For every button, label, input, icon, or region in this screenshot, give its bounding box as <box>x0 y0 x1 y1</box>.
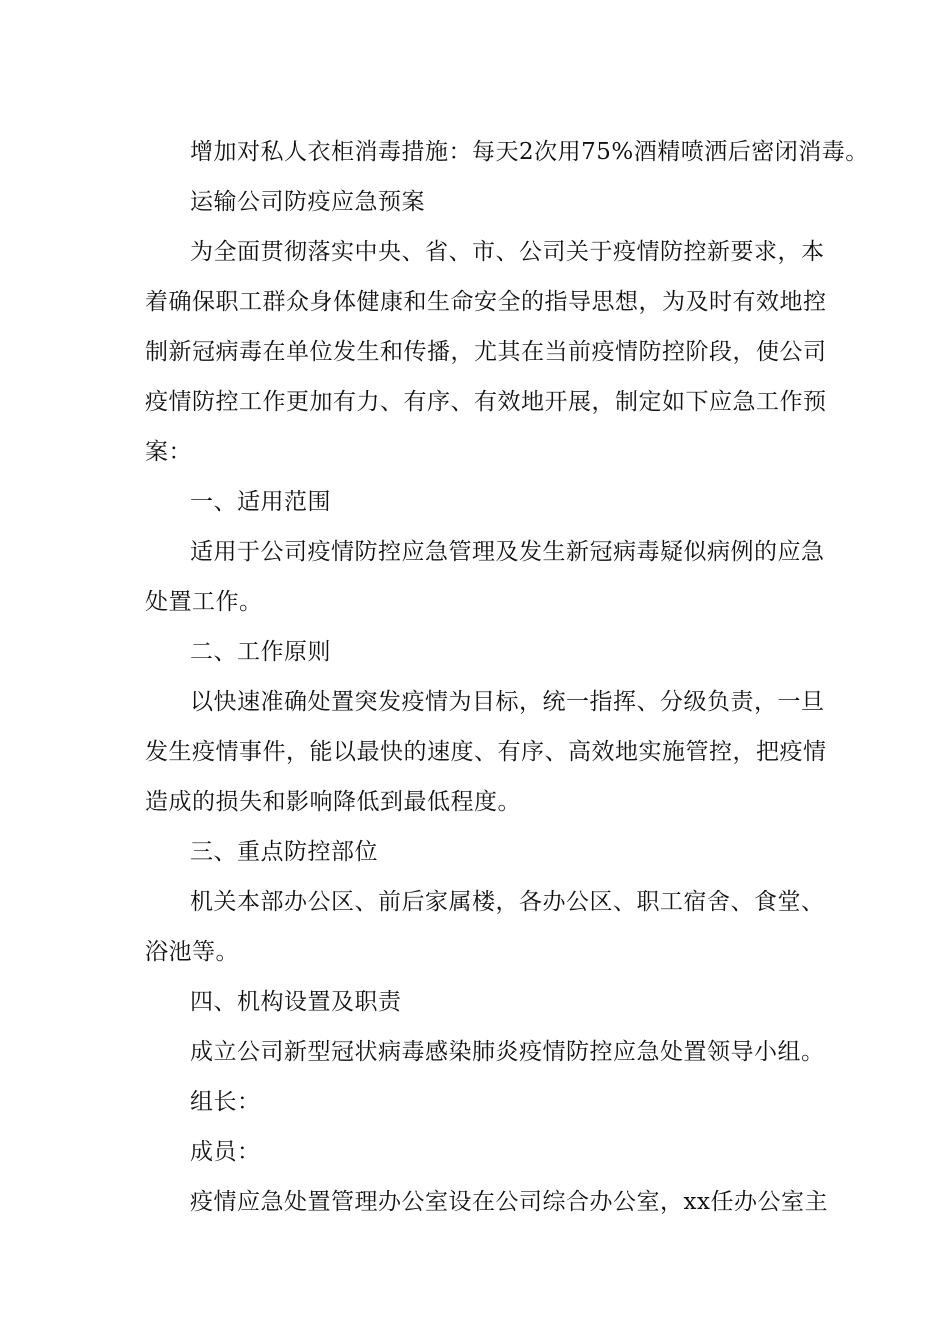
paragraph-line: 造成的损失和影响降低到最低程度。 <box>145 789 521 815</box>
paragraph-line: 浴池等。 <box>145 939 239 965</box>
paragraph-line: 成员： <box>190 1139 261 1165</box>
paragraph-line: 疫情防控工作更加有力、有序、有效地开展，制定如下应急工作预 <box>145 389 827 415</box>
section-title: 运输公司防疫应急预案 <box>190 189 425 215</box>
section-heading: 三、重点防控部位 <box>190 839 378 865</box>
paragraph-line: 着确保职工群众身体健康和生命安全的指导思想，为及时有效地控 <box>145 289 827 315</box>
paragraph-line: 成立公司新型冠状病毒感染肺炎疫情防控应急处置领导小组。 <box>190 1039 825 1065</box>
paragraph-line: 增加对私人衣柜消毒措施：每天2次用75%酒精喷洒后密闭消毒。 <box>190 139 869 165</box>
paragraph-line: 处置工作。 <box>145 589 263 615</box>
section-heading: 二、工作原则 <box>190 639 331 665</box>
section-heading: 四、机构设置及职责 <box>190 989 402 1015</box>
paragraph-line: 以快速准确处置突发疫情为目标，统一指挥、分级负责，一旦 <box>190 689 825 715</box>
paragraph-line: 机关本部办公区、前后家属楼，各办公区、职工宿舍、食堂、 <box>190 889 825 915</box>
paragraph-line: 案： <box>145 439 192 465</box>
paragraph-line: 疫情应急处置管理办公室设在公司综合办公室，xx任办公室主 <box>190 1189 828 1215</box>
paragraph-line: 组长： <box>190 1089 261 1115</box>
paragraph-line: 发生疫情事件，能以最快的速度、有序、高效地实施管控，把疫情 <box>145 739 827 765</box>
paragraph-line: 为全面贯彻落实中央、省、市、公司关于疫情防控新要求，本 <box>190 239 825 265</box>
paragraph-line: 制新冠病毒在单位发生和传播，尤其在当前疫情防控阶段，使公司 <box>145 339 827 365</box>
paragraph-line: 适用于公司疫情防控应急管理及发生新冠病毒疑似病例的应急 <box>190 539 825 565</box>
section-heading: 一、适用范围 <box>190 489 331 515</box>
